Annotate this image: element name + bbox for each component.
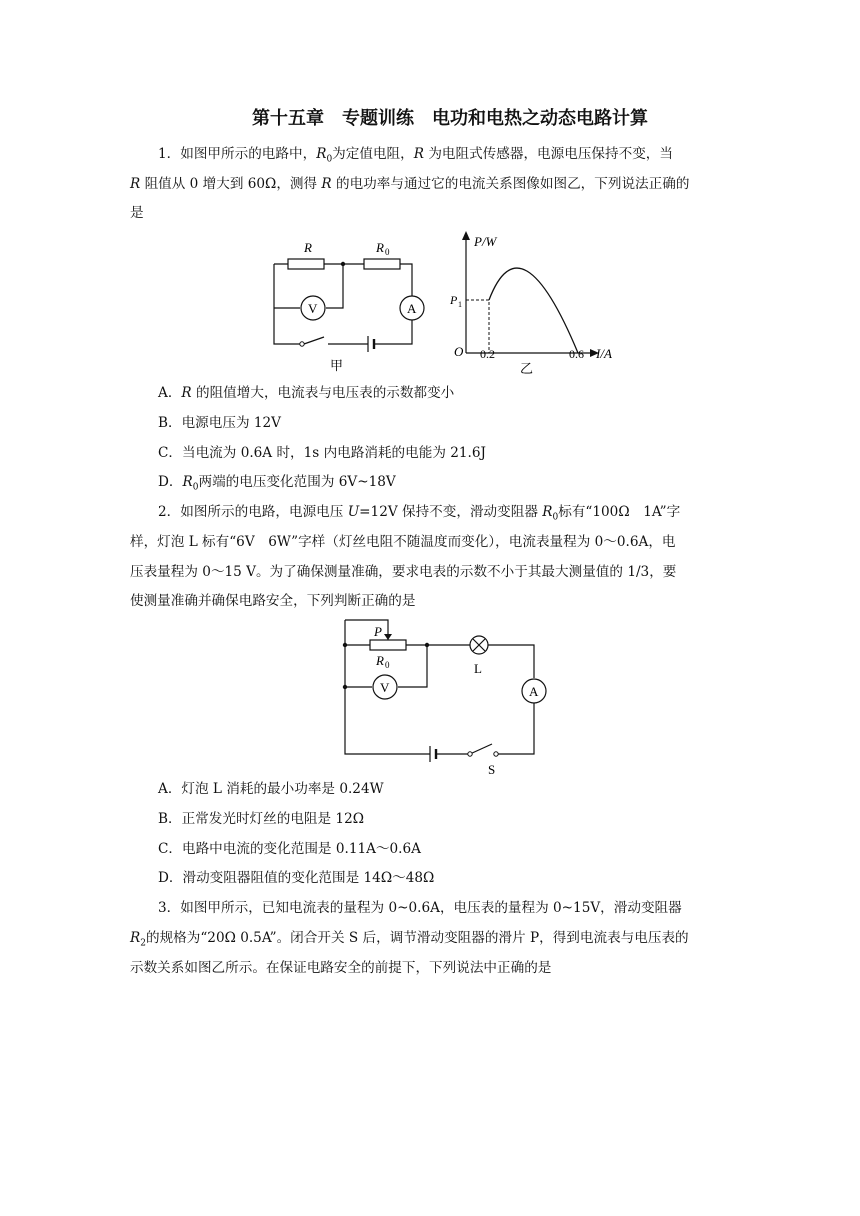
q1-option-c: C．当电流为 0.6A 时，1s 内电路消耗的电能为 21.6J <box>158 445 486 461</box>
page-title: 第十五章 专题训练 电功和电热之动态电路计算 <box>252 108 648 129</box>
q2-line-4: 使测量准确并确保电路安全，下列判断正确的是 <box>130 593 416 609</box>
voltmeter-icon: V <box>380 680 390 695</box>
q1-graph-p1-sub: 1 <box>458 300 462 309</box>
q1-graph-p1: P <box>450 293 458 307</box>
q1-circuit-caption: 甲 <box>330 359 344 374</box>
voltmeter-icon: V <box>308 301 318 316</box>
lamp-label: L <box>474 661 482 676</box>
ammeter-icon: A <box>407 301 417 316</box>
q1-line-3: 是 <box>130 205 144 221</box>
q1-graph-caption: 乙 <box>520 362 534 377</box>
q1-option-d: D．$R_0$两端的电压变化范围为 6V~18V <box>158 474 396 493</box>
q2-option-b: B．正常发光时灯丝的电阻是 12Ω <box>158 811 365 827</box>
q1-r-label: R <box>304 240 312 255</box>
ammeter-icon: A <box>529 684 539 699</box>
q2-option-c: C．电路中电流的变化范围是 0.11A～0.6A <box>158 841 421 857</box>
q3-line-2: $R_2$的规格为“20Ω 0.5A”。闭合开关 S 后，调节滑动变阻器的滑片 P，得到电流表与电压表的 <box>130 930 689 949</box>
q1-graph-x2: 0.6 <box>569 347 584 361</box>
q1-graph-x1: 0.2 <box>480 347 495 361</box>
q2-option-d: D．滑动变阻器阻值的变化范围是 14Ω～48Ω <box>158 870 435 886</box>
q1-r0-label: R <box>376 240 384 255</box>
q2-line-3: 压表量程为 0～15 V。为了确保测量准确，要求电表的示数不小于其最大测量值的 1/3，要 <box>130 564 677 580</box>
q1-line-2: R 阻值从 0 增大到 60Ω，测得 R 的电功率与通过它的电流关系图像如图乙，下列说法正确的 <box>130 176 690 192</box>
q1-option-b: B．电源电压为 12V <box>158 415 281 431</box>
q3-line-3: 示数关系如图乙所示。在保证电路安全的前提下，下列说法中正确的是 <box>130 960 552 976</box>
q1-graph-origin: O <box>454 344 464 359</box>
q2-r0-sub: 0 <box>385 660 390 670</box>
q1-r0-sub: 0 <box>385 247 390 257</box>
q1-line-1: 1．如图甲所示的电路中，$R_0$为定值电阻，R 为电阻式传感器，电源电压保持不变，当 <box>158 146 673 165</box>
q1-graph-ylabel: P/W <box>474 234 497 249</box>
q2-line-2: 样，灯泡 L 标有“6V 6W”字样（灯丝电阻不随温度而变化），电流表量程为 0～0.6A，电 <box>130 534 676 550</box>
q2-option-a: A．灯泡 L 消耗的最小功率是 0.24W <box>158 781 384 797</box>
q2-slider-p-label: P <box>374 624 382 639</box>
q2-line-1: 2．如图所示的电路，电源电压 U=12V 保持不变，滑动变阻器 $R_0$标有“100Ω 1A”字 <box>158 504 681 523</box>
q1-option-a: A．R 的阻值增大，电流表与电压表的示数都变小 <box>158 385 455 401</box>
q2-r0-label: R <box>376 653 384 668</box>
q1-graph-xlabel: I/A <box>596 346 612 361</box>
q1-power-graph <box>448 228 628 378</box>
switch-label: S <box>488 762 496 777</box>
power-curve <box>489 268 578 353</box>
q2-circuit-diagram <box>330 616 560 776</box>
q3-line-1: 3．如图甲所示，已知电流表的量程为 0~0.6A，电压表的量程为 0~15V，滑动变阻器 <box>158 900 682 916</box>
q1-circuit-diagram <box>264 236 444 376</box>
